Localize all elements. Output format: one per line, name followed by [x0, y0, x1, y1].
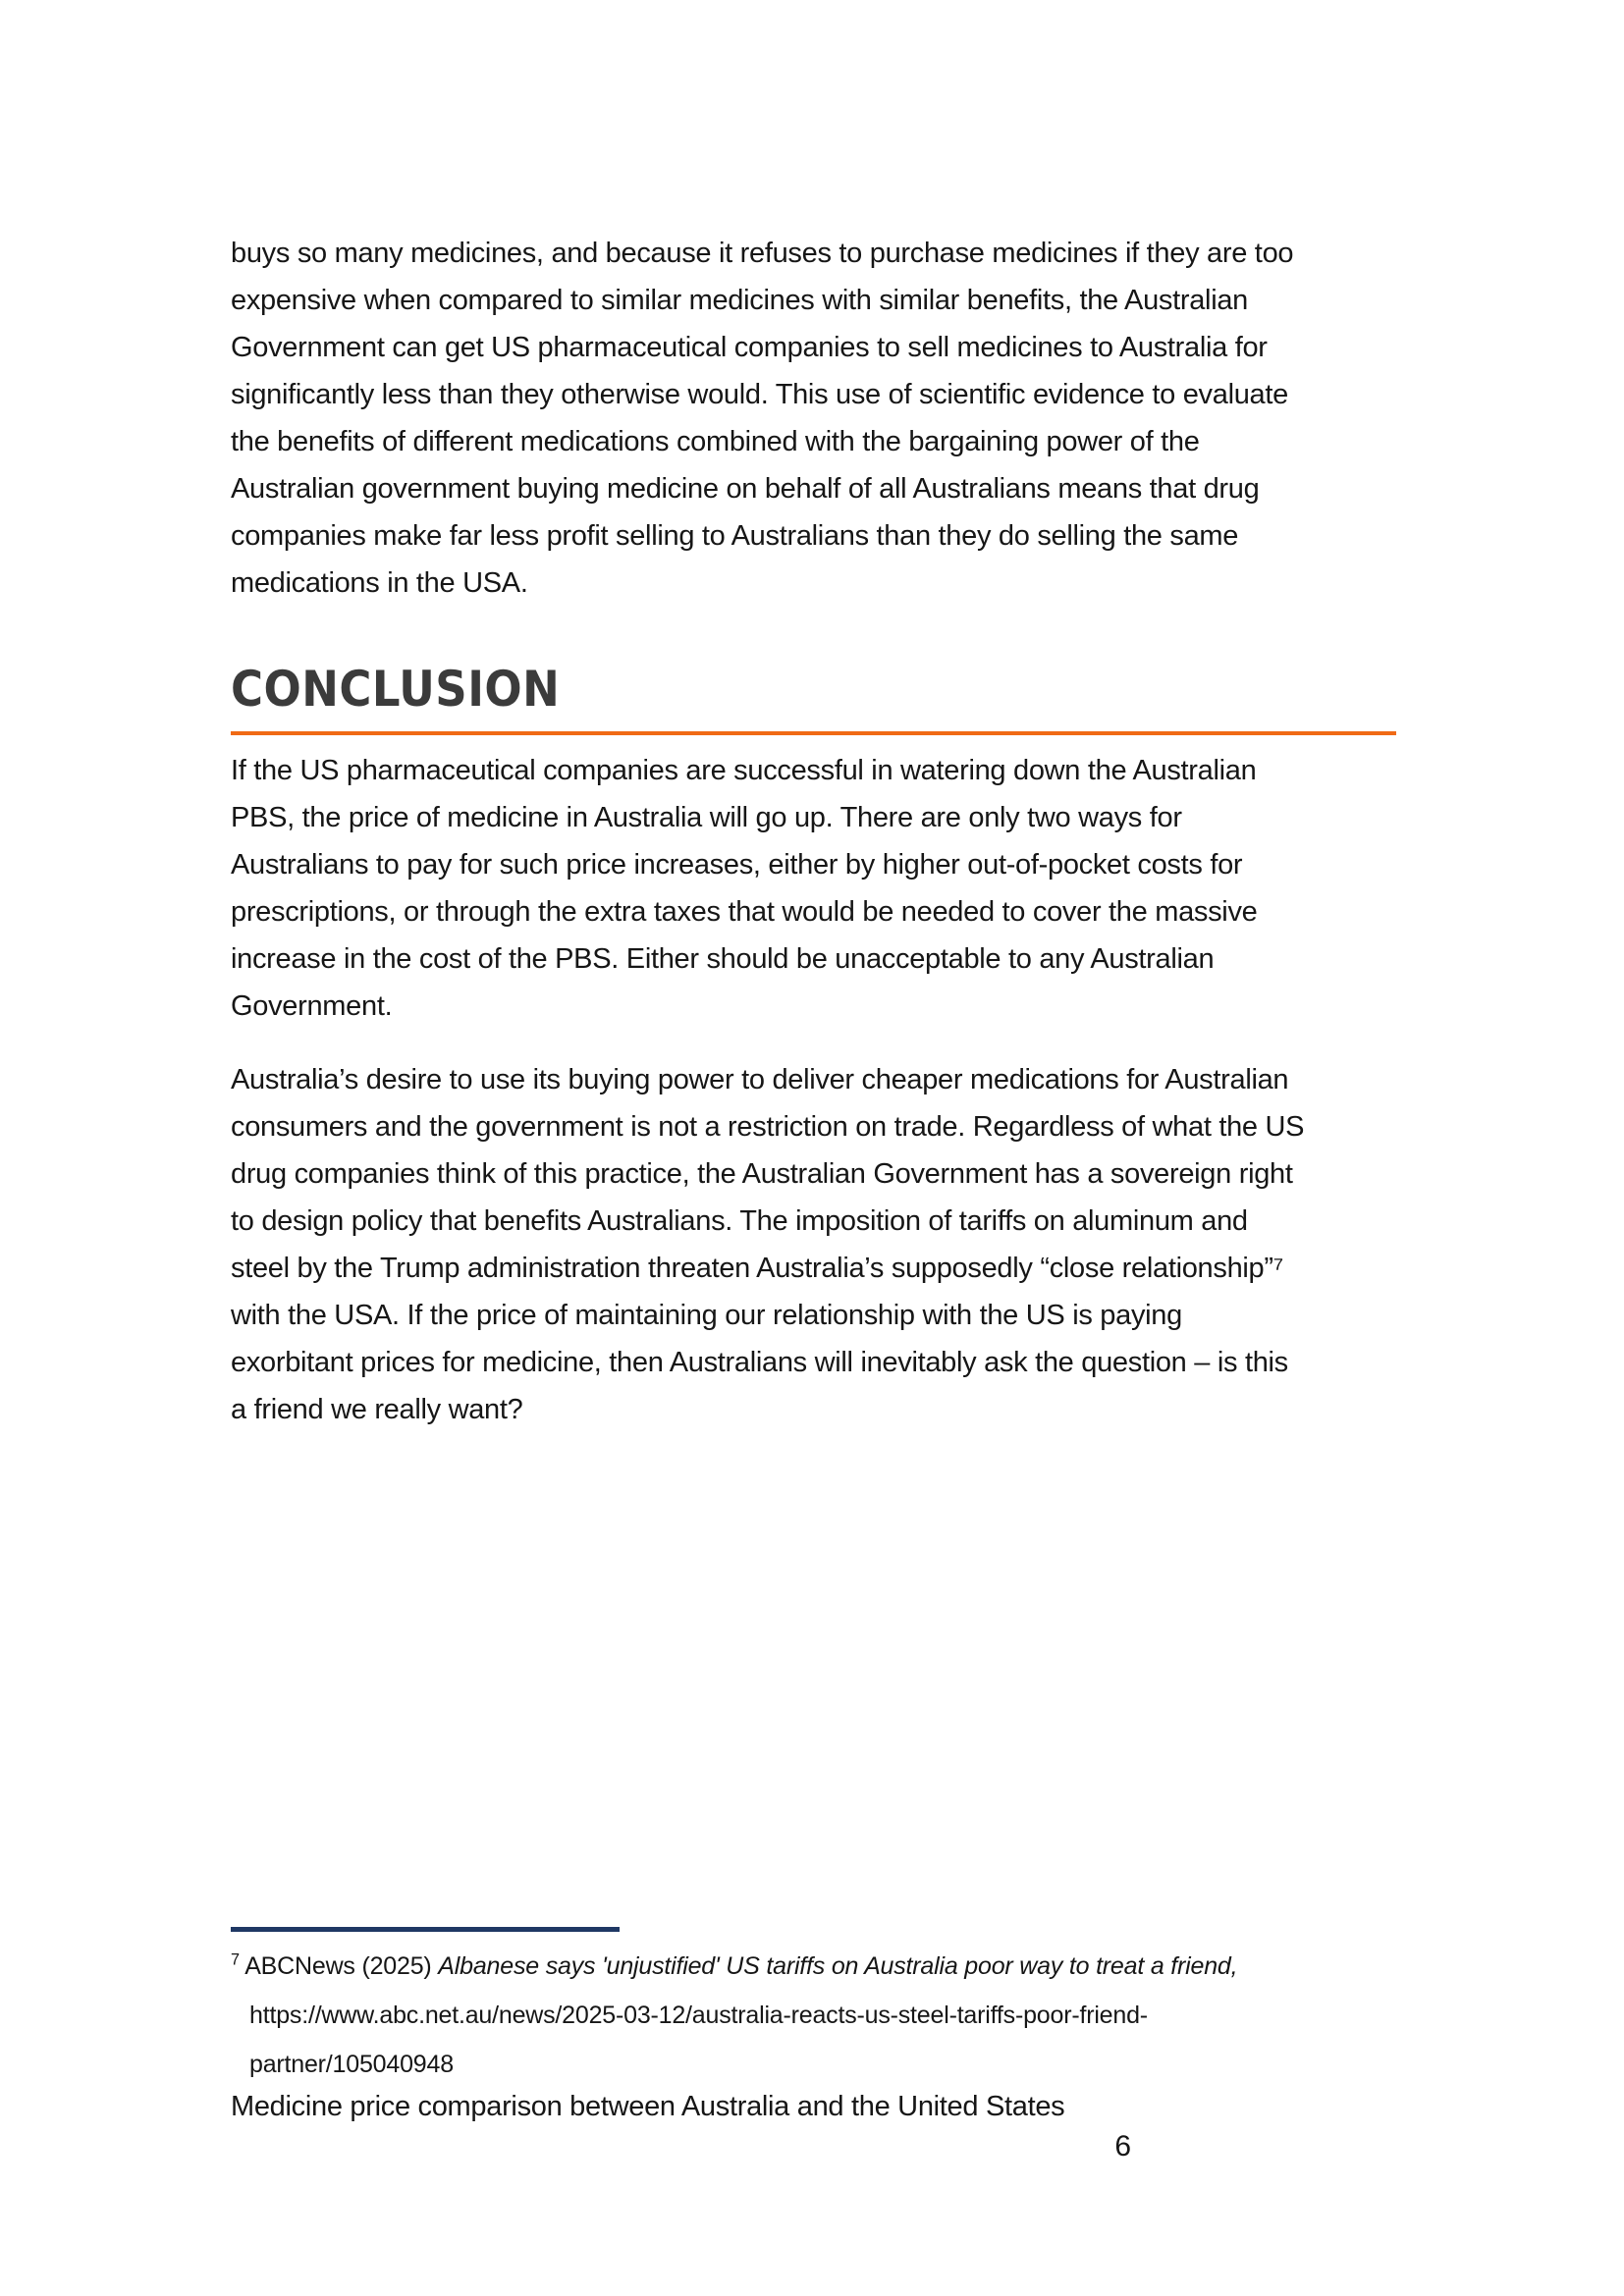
- footnote-separator-rule: [231, 1927, 620, 1932]
- footnote-citation-title: Albanese says 'unjustified' US tariffs on Australia poor way to treat a friend,: [438, 1952, 1238, 1980]
- paragraph-intro: [231, 230, 1399, 607]
- text-line: Government can get US pharmaceutical companies to sell medicines to Australia for: [231, 332, 1268, 363]
- section-heading-conclusion: CONCLUSION: [231, 661, 561, 718]
- text-line: Australia’s desire to use its buying power to deliver cheaper medications for Australian: [231, 1064, 1289, 1095]
- text-line: increase in the cost of the PBS. Either should be unacceptable to any Australian: [231, 943, 1215, 975]
- text-line: to design policy that benefits Australians. The imposition of tariffs on aluminum and: [231, 1205, 1248, 1237]
- section-heading-rule: [231, 731, 1396, 735]
- text-line: prescriptions, or through the extra taxes that would be needed to cover the massive: [231, 896, 1258, 928]
- text-line: If the US pharmaceutical companies are successful in watering down the Australian: [231, 755, 1257, 786]
- footnote-url-line: partner/105040948: [249, 2051, 454, 2078]
- footer-document-title: Medicine price comparison between Australia and the United States: [231, 2091, 1065, 2122]
- footnote-7: [231, 1942, 1399, 2089]
- footnote-marker: 7: [231, 1950, 240, 1969]
- paragraph-sovereign-right: [231, 1056, 1399, 1433]
- text-line: the benefits of different medications combined with the bargaining power of the: [231, 426, 1200, 457]
- text-line: Government.: [231, 990, 393, 1022]
- text-line: consumers and the government is not a restriction on trade. Regardless of what the US: [231, 1111, 1305, 1143]
- text-line: steel by the Trump administration threaten Australia’s supposedly “close relationship”⁷: [231, 1253, 1283, 1284]
- text-line: PBS, the price of medicine in Australia will go up. There are only two ways for: [231, 802, 1182, 833]
- text-line: medications in the USA.: [231, 567, 528, 599]
- paragraph-pbs-price: [231, 747, 1399, 1030]
- text-line: companies make far less profit selling to Australians than they do selling the same: [231, 520, 1239, 552]
- text-line: Australian government buying medicine on behalf of all Australians means that drug: [231, 473, 1260, 505]
- text-line: a friend we really want?: [231, 1394, 523, 1425]
- text-line: expensive when compared to similar medicines with similar benefits, the Australian: [231, 285, 1248, 316]
- text-line: buys so many medicines, and because it refuses to purchase medicines if they are too: [231, 238, 1294, 269]
- text-line: drug companies think of this practice, the Australian Government has a sovereign right: [231, 1158, 1293, 1190]
- text-line: with the USA. If the price of maintaining our relationship with the US is paying: [231, 1300, 1182, 1331]
- text-line: significantly less than they otherwise would. This use of scientific evidence to evaluate: [231, 379, 1288, 410]
- footnote-url-line: https://www.abc.net.au/news/2025-03-12/australia-reacts-us-steel-tariffs-poor-friend-: [249, 2002, 1148, 2029]
- text-line: exorbitant prices for medicine, then Australians will inevitably ask the question – is this: [231, 1347, 1288, 1378]
- footnote-line: [231, 1942, 1399, 1991]
- footnote-citation-source: ABCNews (2025): [239, 1952, 439, 1980]
- footer-page-number: 6: [1114, 2130, 1131, 2163]
- text-line: Australians to pay for such price increases, either by higher out-of-pocket costs for: [231, 849, 1243, 881]
